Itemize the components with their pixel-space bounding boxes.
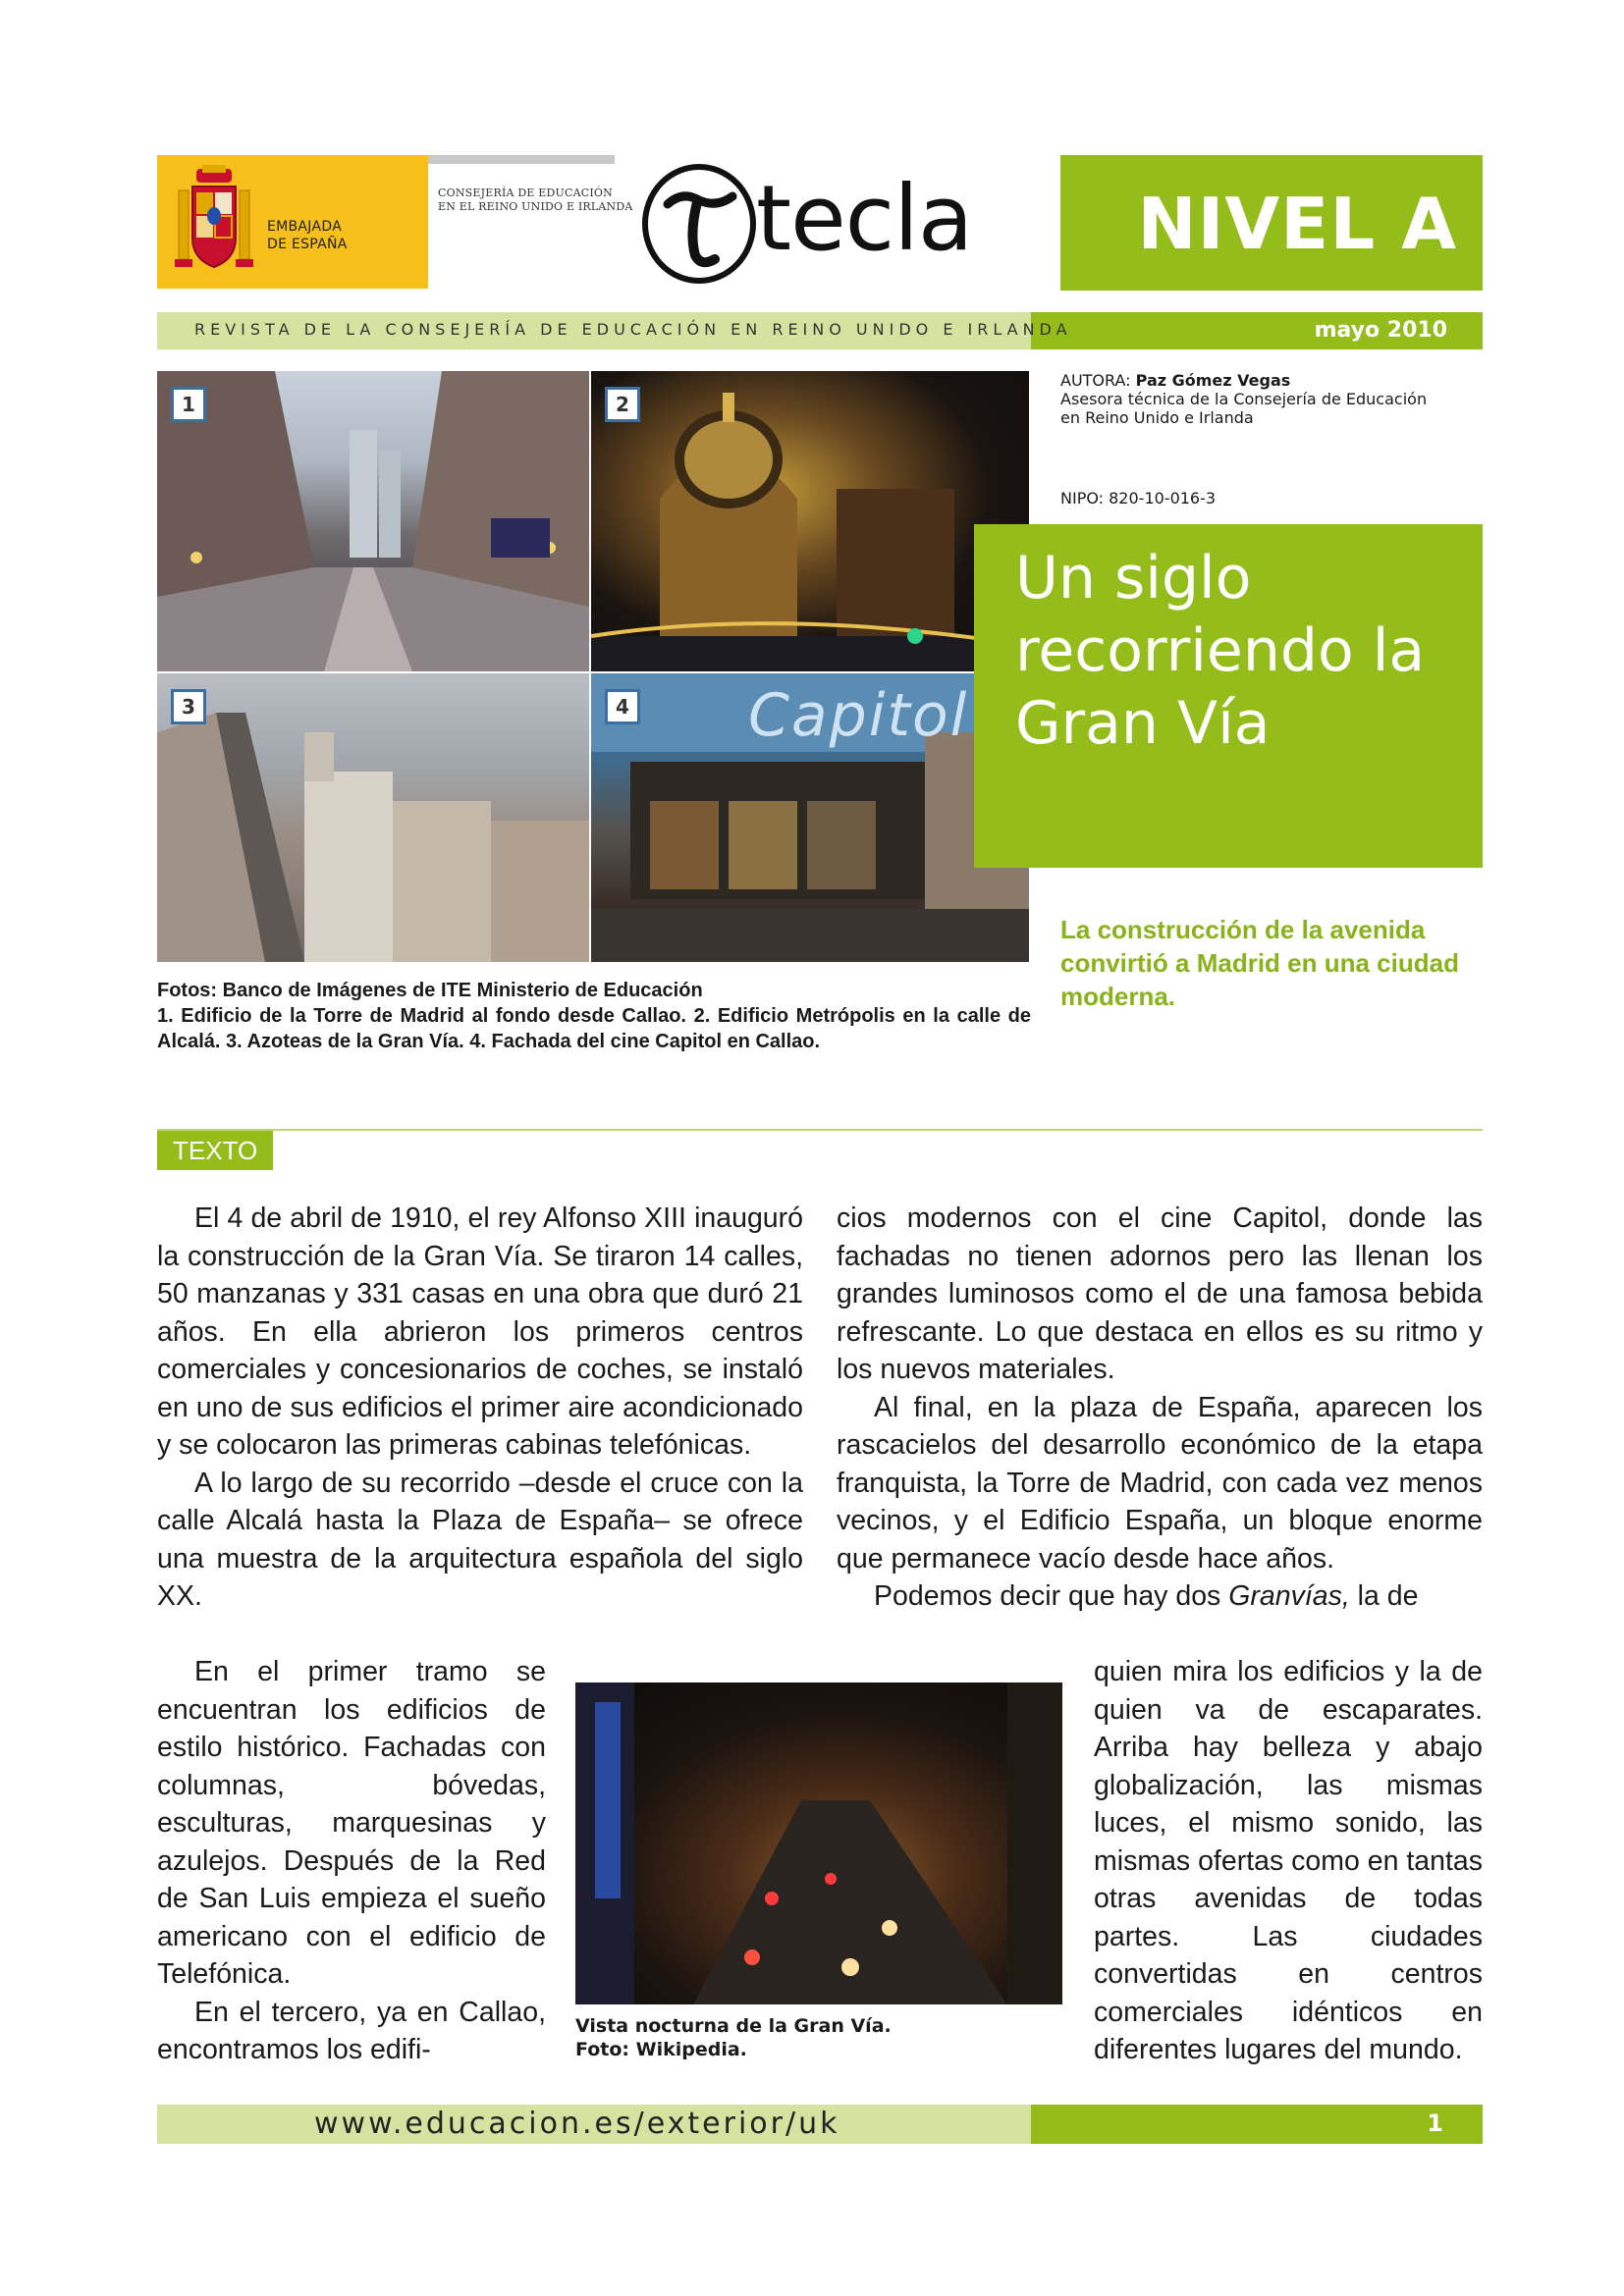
rooftops-illustration	[157, 673, 589, 962]
title-banner	[974, 524, 1483, 868]
section-rule	[157, 1129, 1483, 1131]
level-banner	[1060, 155, 1483, 291]
footer-right	[1031, 2105, 1483, 2144]
author-label: AUTORA:	[1060, 371, 1131, 390]
magazine-band	[157, 312, 1483, 349]
consejeria-label	[438, 187, 633, 214]
paragraph: A lo largo de su recorrido –desde el cruce con la calle Alcalá hasta la Plaza de España– se ofrece una muestra de la arquitectura española del siglo XX.	[157, 1467, 803, 1612]
author-name: Paz Gómez Vegas	[1135, 371, 1291, 390]
column-2	[837, 1200, 1483, 1616]
photo-gran-via-rooftops	[157, 673, 589, 962]
photo-number-3: 3	[171, 689, 206, 724]
level-label: NIVEL A	[1137, 183, 1457, 265]
photo-gran-via-night	[575, 1682, 1062, 2004]
tecla-t-circle-icon	[638, 157, 766, 287]
photo-gran-via-street	[157, 371, 589, 671]
photo-caption-desc: 1. Edificio de la Torre de Madrid al fondo desde Callao. 2. Edificio Metrópolis en la calle de Alcalá. 3. Azoteas de la Gran Vía. 4. Fachada del cine Capitol en Callao.	[157, 1005, 1031, 1052]
consejeria-line1: CONSEJERÍA DE EDUCACIÓN	[438, 187, 613, 199]
photo-capitol-cinema	[591, 673, 1029, 962]
night-caption-line2: Foto: Wikipedia.	[575, 2039, 747, 2060]
photo-caption-credit: Fotos: Banco de Imágenes de ITE Ministerio de Educación	[157, 980, 703, 1001]
column-2-lower	[1094, 1653, 1483, 2069]
logo-text: tecla	[756, 166, 973, 271]
author-role-line1: Asesora técnica de la Consejería de Educación	[1060, 390, 1428, 408]
metropolis-night-illustration	[591, 371, 1029, 671]
text-run: Podemos decir que hay dos	[874, 1580, 1229, 1612]
column-1	[157, 1200, 803, 1616]
tecla-logo	[638, 157, 1001, 287]
photo-number-1: 1	[171, 387, 206, 422]
nipo-code: NIPO: 820-10-016-3	[1060, 489, 1217, 507]
paragraph: quien mira los edificios y la de quien va de escaparates. Arriba hay belleza y abajo globalización, las mismas luces, el mismo sonido, las mismas ofertas como en tantas otras avenidas de todas partes. Las ciudades convertidas en centros comerciales idénticos en diferentes lugares del mundo.	[1094, 1656, 1483, 2065]
paragraph: Al final, en la plaza de España, aparecen los rascacielos del desarrollo económico de la etapa franquista, la Torre de Madrid, con cada vez menos vecinos, y el Edificio España, un bloque enorme que permanece vacío desde hace años.	[837, 1391, 1483, 1575]
capitol-sign: Capitol	[748, 681, 969, 750]
article-subtitle: La construcción de la avenida convirtió a Madrid en una ciudad moderna.	[1060, 915, 1459, 1011]
photo-metropolis-building	[591, 371, 1029, 671]
author-block	[1060, 371, 1483, 427]
night-photo-caption	[575, 2014, 1066, 2061]
section-tag: TEXTO	[157, 1131, 273, 1170]
issue-date: mayo 2010	[1314, 318, 1447, 343]
embassy-line2: DE ESPAÑA	[267, 237, 348, 252]
footer-url-link[interactable]: www.educacion.es/exterior/uk	[314, 2107, 840, 2141]
page-number: 1	[1427, 2109, 1443, 2137]
paragraph: cios modernos con el cine Capitol, donde las fachadas no tienen adornos pero las llenan los grandes luminosos como el de una famosa bebida refrescante. Lo que destaca en ellos es su ritmo y los nuevos materiales.	[837, 1202, 1483, 1385]
spanish-coat-of-arms-icon	[175, 165, 253, 279]
consejeria-line2: EN EL REINO UNIDO E IRLANDA	[438, 200, 633, 213]
magazine-title: REVISTA DE LA CONSEJERÍA DE EDUCACIÓN EN REINO UNIDO E IRLANDA	[194, 320, 1072, 339]
photo-number-4: 4	[605, 689, 640, 724]
paragraph: En el tercero, ya en Callao, encontramos los edifi-	[157, 1996, 546, 2065]
author-role-line2: en Reino Unido e Irlanda	[1060, 408, 1254, 427]
footer-band	[157, 2105, 1483, 2144]
embassy-line1: EMBAJADA	[267, 219, 343, 235]
column-1-lower	[157, 1653, 546, 2069]
night-traffic-illustration	[575, 1682, 1062, 2004]
night-caption-line1: Vista nocturna de la Gran Vía.	[575, 2015, 892, 2037]
header-gray-rule	[428, 155, 615, 164]
photo-caption	[157, 978, 1031, 1054]
paragraph: El 4 de abril de 1910, el rey Alfonso XIII inauguró la construcción de la Gran Vía. Se tiraron 14 calles, 50 manzanas y 331 casas en una obra que duró 21 años. En ella abrieron los primeros centros comerciales y concesionarios de coches, se instaló en uno de sus edificios el primer aire acondicionado y se colocaron las primeras cabinas telefónicas.	[157, 1202, 803, 1461]
article-title: Un siglo recorriendo la Gran Vía	[1015, 544, 1426, 758]
street-scene-illustration	[157, 371, 589, 671]
text-italic: Granvías,	[1228, 1580, 1350, 1612]
photo-number-2: 2	[605, 387, 640, 422]
paragraph-granvias	[837, 1577, 1483, 1616]
text-run: la de	[1349, 1580, 1419, 1612]
paragraph: En el primer tramo se encuentran los edificios de estilo histórico. Fachadas con columnas, bóvedas, esculturas, marquesinas y azulejos. Después de la Red de San Luis empieza el sueño americano con el edificio de Telefónica.	[157, 1656, 546, 1990]
embassy-logo	[157, 155, 428, 289]
